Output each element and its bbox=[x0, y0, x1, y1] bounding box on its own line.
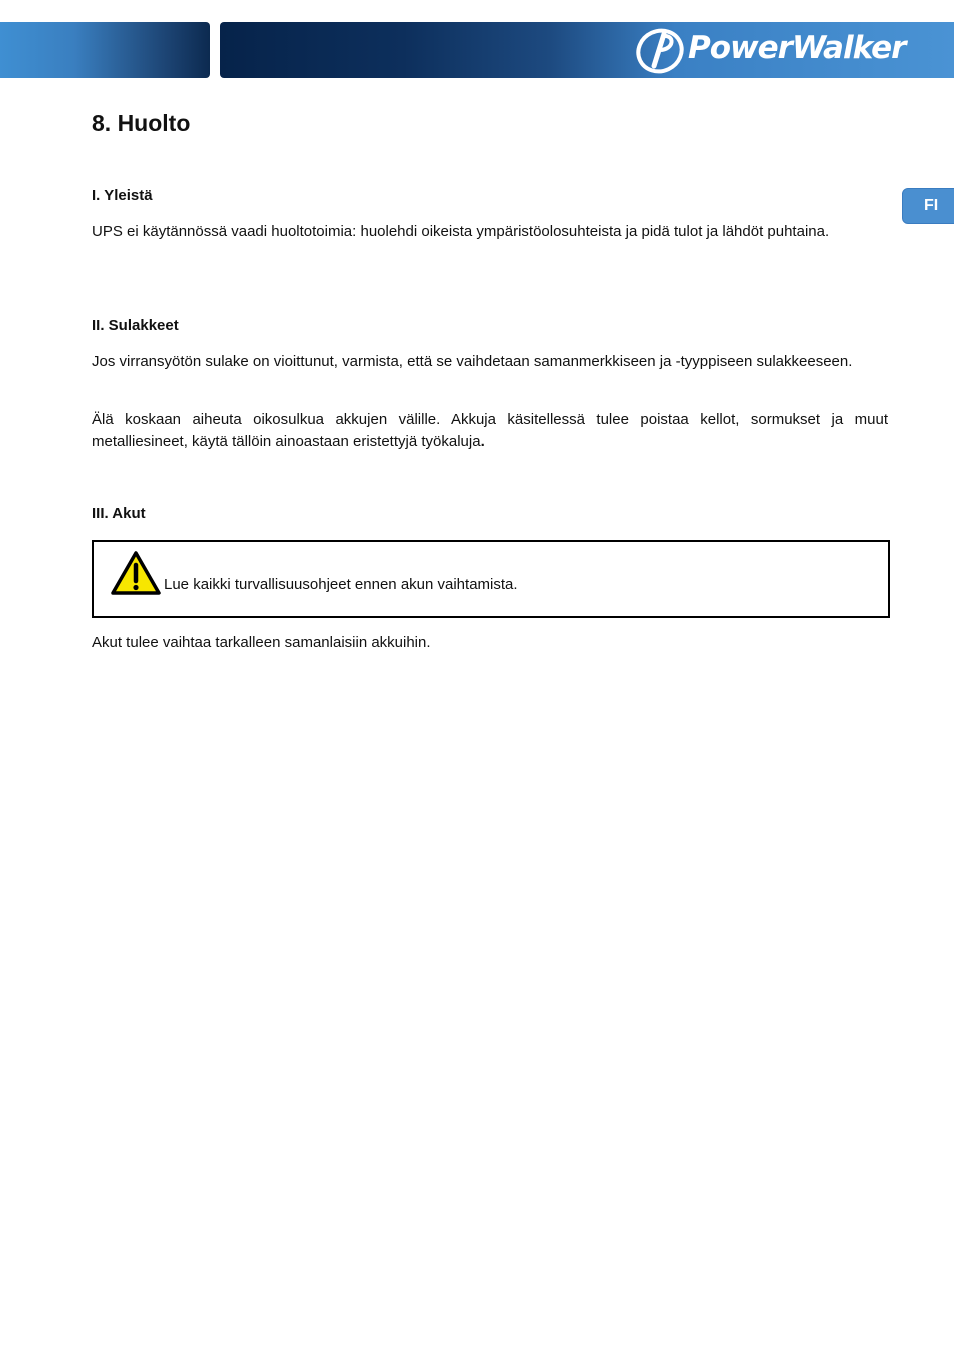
paragraph-fuse-replacement: Jos virransyötön sulake on vioittunut, varmista, että se vaihdetaan samanmerkkiseen ja -tyyppiseen sulakkeeseen. bbox=[92, 353, 853, 370]
section-heading-general: I. Yleistä bbox=[92, 187, 153, 204]
powerwalker-emblem-icon bbox=[632, 24, 690, 76]
warning-text: Lue kaikki turvallisuusohjeet ennen akun vaihtamista. bbox=[164, 576, 518, 593]
paragraph-batteries: Akut tulee vaihtaa tarkalleen samanlaisiin akkuihin. bbox=[92, 634, 431, 651]
short-circuit-text: Älä koskaan aiheuta oikosulkua akkujen välille. Akkuja käsitellessä tulee poistaa kellot, sormukset ja muut metalliesineet, käytä tällöin ainoastaan eristettyjä työkaluja bbox=[92, 411, 888, 450]
warning-triangle-icon bbox=[110, 550, 162, 596]
short-circuit-period: . bbox=[480, 433, 485, 450]
page-header bbox=[0, 22, 954, 78]
header-band-left bbox=[0, 22, 210, 78]
section-heading-batteries: III. Akut bbox=[92, 505, 146, 522]
warning-box bbox=[92, 540, 890, 618]
brand-name: PowerWalker bbox=[688, 30, 906, 66]
paragraph-general: UPS ei käytännössä vaadi huoltotoimia: huolehdi oikeista ympäristöolosuhteista ja pidä tulot ja lähdöt puhtaina. bbox=[92, 223, 830, 240]
section-heading-fuses: II. Sulakkeet bbox=[92, 317, 179, 334]
language-tab: FI bbox=[902, 188, 954, 224]
page-title: 8. Huolto bbox=[92, 110, 191, 136]
powerwalker-logo bbox=[632, 24, 944, 76]
paragraph-short-circuit bbox=[92, 409, 888, 453]
